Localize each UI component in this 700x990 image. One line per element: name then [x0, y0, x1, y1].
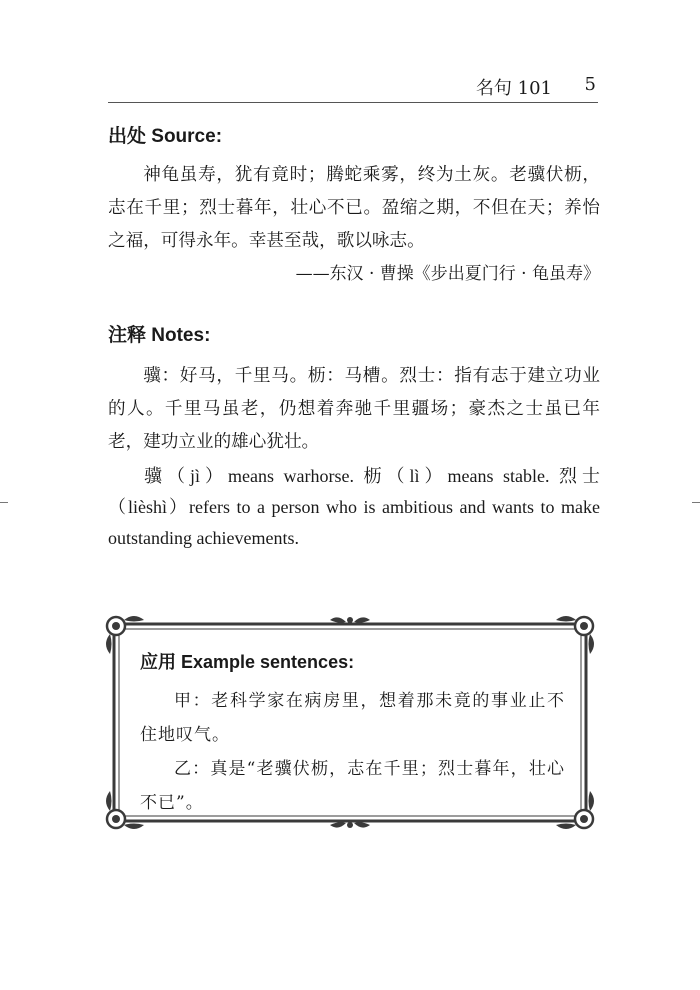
source-attribution: ——东汉 · 曹操《步出夏门行 · 龟虽寿》	[295, 264, 600, 284]
source-heading: 出处 Source:	[108, 126, 223, 147]
running-title: 名句 101	[475, 78, 552, 99]
crop-mark-left	[0, 502, 8, 503]
example-content	[140, 650, 565, 820]
notes-english: 骥（jì）means warhorse. 枥（lì）means stable. 烈士（lièshì）refers to a person who is ambitious and wants to make outstanding achievements.	[108, 466, 600, 548]
notes-chinese: 骥：好马，千里马。枥：马槽。烈士：指有志于建立功业的人。千里马虽老，仍想着奔驰千里疆场；豪杰之士虽已年老，建功立业的雄心犹壮。	[108, 366, 600, 452]
notes-section	[108, 324, 600, 554]
example-frame	[100, 610, 600, 835]
example-sentence-b: 乙：真是“老骥伏枥，志在千里；烈士暮年，壮心不已”。	[140, 759, 565, 813]
page-number: 5	[584, 74, 596, 95]
example-sentence-a: 甲：老科学家在病房里，想着那未竟的事业止不住地叹气。	[140, 691, 565, 745]
examples-heading: 应用 Example sentences:	[140, 652, 355, 672]
crop-mark-right	[692, 502, 700, 503]
source-section	[108, 125, 600, 290]
source-text: 神龟虽寿，犹有竟时；腾蛇乘雾，终为土灰。老骥伏枥，志在千里；烈士暮年，壮心不已。盈缩之期，不但在天；养怡之福，可得永年。幸甚至哉，歌以咏志。	[108, 165, 600, 251]
notes-heading: 注释 Notes:	[108, 325, 211, 346]
page-header	[108, 72, 598, 103]
